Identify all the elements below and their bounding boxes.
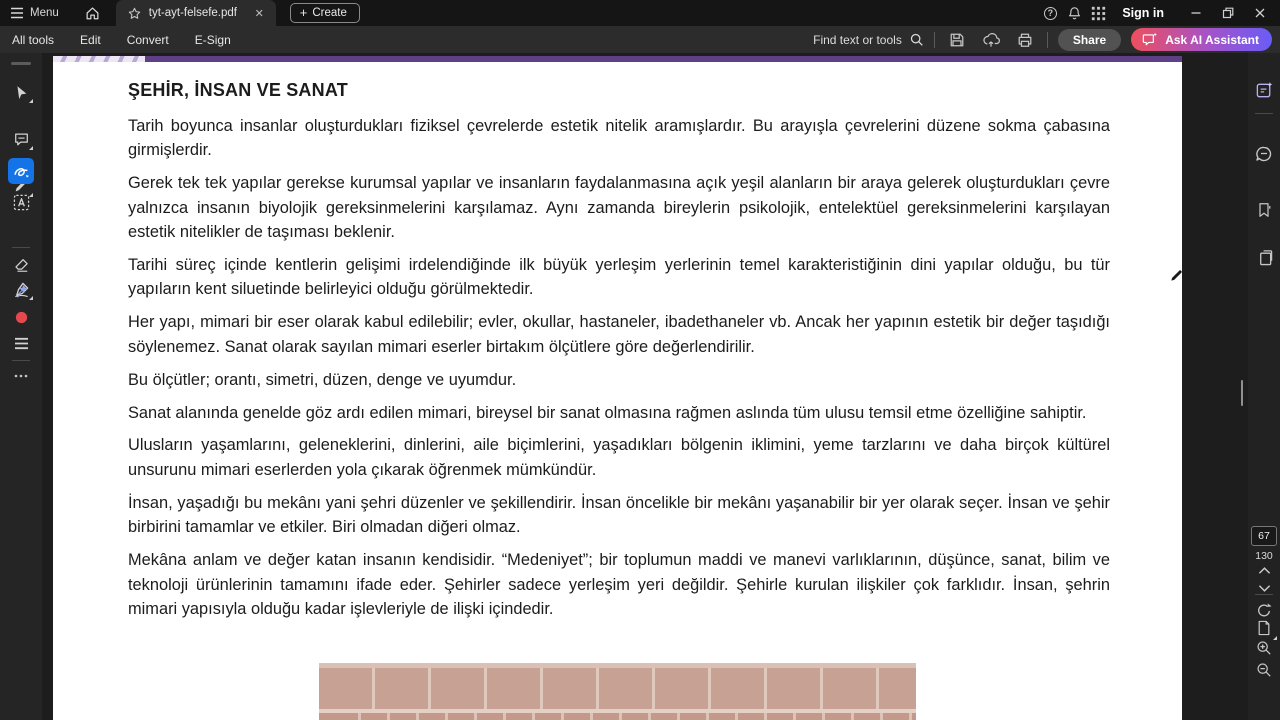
vertical-scrollbar[interactable] <box>1241 380 1243 406</box>
cloud-upload-icon <box>982 32 1000 48</box>
page-fit-icon <box>1257 620 1271 636</box>
more-tools-button[interactable] <box>11 366 31 386</box>
chevron-up-icon <box>1258 566 1271 575</box>
lines-icon <box>14 337 29 350</box>
select-tool[interactable] <box>11 82 31 102</box>
bookmark-icon <box>1256 201 1272 219</box>
paragraph: Her yapı, mimari bir eser olarak kabul edilebilir; evler, okullar, hastaneler, ibadethaneler vb. Ancak her yapının estetik bir değer taşıdığı söylenemez. Sanat olarak sayılan mimari eserler birtakım ölçütlere göre değerlendirilir. <box>128 313 1110 356</box>
current-page: 67 <box>1258 530 1270 542</box>
recognize-text-tool[interactable] <box>11 192 31 212</box>
page-top-stripe-pattern <box>53 56 145 62</box>
tab-edit[interactable]: Edit <box>80 32 101 47</box>
find-button[interactable] <box>813 32 924 47</box>
page-content <box>128 80 1110 630</box>
tab-esign[interactable]: E-Sign <box>194 32 231 47</box>
draw-tool-selected[interactable] <box>8 158 34 184</box>
document-canvas[interactable] <box>42 53 1248 720</box>
comment-tool[interactable] <box>11 129 31 149</box>
eraser-tool[interactable] <box>11 255 31 275</box>
pencil-cursor-icon <box>1169 268 1182 283</box>
tab-title: tyt-ayt-felsefe.pdf <box>148 7 237 19</box>
ai-label: Ask AI Assistant <box>1165 32 1259 47</box>
create-button[interactable] <box>290 3 360 23</box>
create-label: Create <box>312 6 347 19</box>
draw-loop-icon <box>12 163 30 179</box>
zoom-in-icon <box>1256 640 1272 656</box>
upload-cloud-button[interactable] <box>979 28 1003 52</box>
help-button[interactable] <box>1038 1 1062 25</box>
chevron-down-icon <box>1258 584 1271 593</box>
printer-icon <box>1017 32 1033 48</box>
hamburger-icon <box>10 7 24 19</box>
paragraph: Ulusların yaşamlarını, geleneklerini, dinlerini, aile biçimlerini, yaşadıkları bölgenin iklimini, yeme tarzlarını ve daha birçok kültürel unsurunu mimari eserlerden yola çıkarak öğrenmek mümkündür. <box>128 436 1110 479</box>
page-thumbnails-panel-button[interactable] <box>1253 246 1275 268</box>
close-window-button[interactable] <box>1246 1 1274 25</box>
home-button[interactable] <box>85 6 100 20</box>
find-label: Find text or tools <box>813 32 902 47</box>
panels-rail <box>1248 53 1280 720</box>
pin-tool[interactable] <box>11 281 31 301</box>
rotate-icon <box>1256 602 1272 618</box>
comments-panel-button[interactable] <box>1253 143 1275 165</box>
red-circle-tool[interactable] <box>11 307 31 327</box>
paragraph: Sanat alanında genelde göz ardı edilen mimari, bireysel bir sanat olmasına rağmen aslında tüm ulusu temsil etme özelliğine sahiptir. <box>128 403 1087 422</box>
document-tab[interactable] <box>116 0 276 26</box>
paragraph: Tarih boyunca insanlar oluşturdukları fiziksel çevrelerde estetik nitelik aramışlardır. Bu arayışla çevrelerini düzene sokma çabasına girmişlerdir. <box>128 117 1110 160</box>
restore-button[interactable] <box>1214 1 1242 25</box>
pages-icon <box>1256 248 1273 266</box>
lines-tool[interactable] <box>11 333 31 353</box>
zoom-out-button[interactable] <box>1253 659 1275 681</box>
notifications-button[interactable] <box>1062 1 1086 25</box>
total-pages: 130 <box>1255 550 1273 562</box>
restore-icon <box>1222 7 1234 19</box>
minimize-button[interactable] <box>1182 1 1210 25</box>
ellipsis-icon <box>14 373 28 379</box>
next-page-button[interactable] <box>1253 577 1275 599</box>
titlebar <box>0 0 1280 26</box>
pushpin-icon <box>14 283 29 299</box>
paragraph: Bu ölçütler; orantı, simetri, düzen, denge ve uyumdur. <box>128 370 517 389</box>
paragraph: Gerek tek tek yapılar gerekse kurumsal yapılar ve insanların faydalanmasına açık yeşil alanların bir araya gelerek oluşturdukları çevre yalnızca insanın biyolojik gereksinmelerini karşılamaz. Aynı zamanda bireylerin psikolojik, entelektüel gereksinmelerini karşılayan estetik nitelikler de taşıması beklenir. <box>128 174 1110 242</box>
close-icon <box>1254 7 1266 19</box>
bookmarks-panel-button[interactable] <box>1253 199 1275 221</box>
star-icon[interactable] <box>128 7 141 20</box>
comments-icon <box>1255 145 1273 163</box>
apps-grid-button[interactable] <box>1086 1 1110 25</box>
comment-bubble-icon <box>13 131 30 147</box>
zoom-out-icon <box>1256 662 1272 678</box>
quick-tools-rail <box>0 53 42 720</box>
paragraph: Tarihi süreç içinde kentlerin gelişimi irdelendiğinde ilk büyük yerleşim yerlerinin temel karakteristiğinin dini yapılar olduğu, bu tür yapıların kent siluetinde belirleyici olduğu görülmektedir. <box>128 256 1110 299</box>
plus-icon: + <box>299 4 308 20</box>
bell-icon <box>1067 6 1082 21</box>
minimize-icon <box>1190 7 1202 19</box>
toolbar-divider <box>934 32 935 48</box>
ask-ai-assistant-button[interactable] <box>1131 28 1272 51</box>
help-icon: ? <box>1044 7 1057 20</box>
save-button[interactable] <box>945 28 969 52</box>
rail-divider <box>1255 113 1273 114</box>
ai-panel-icon <box>1255 81 1274 100</box>
print-button[interactable] <box>1013 28 1037 52</box>
brick-wall-image <box>319 663 916 720</box>
rail-divider <box>1255 594 1273 595</box>
ocr-text-icon <box>13 194 30 211</box>
tools-toolbar <box>0 26 1280 53</box>
document-heading: ŞEHİR, İNSAN VE SANAT <box>128 80 348 100</box>
page-fit-button[interactable] <box>1253 617 1275 639</box>
grid-icon <box>1091 6 1106 21</box>
tab-all-tools[interactable]: All tools <box>12 32 55 47</box>
search-icon <box>909 32 924 47</box>
save-icon <box>949 32 965 48</box>
paragraph: İnsan, yaşadığı bu mekânı yani şehri düzenler ve şekillendirir. İnsan öncelikle bir mekânı yaşanabilir bir yer olarak seçer. İnsan ve şehir birbirini tamamlar ve etkiler. Biri olmadan diğeri olmaz. <box>128 493 1110 537</box>
page-number-input[interactable] <box>1251 526 1277 546</box>
sign-in-button[interactable]: Sign in <box>1122 6 1164 20</box>
home-icon <box>85 6 100 20</box>
eraser-icon <box>13 257 30 273</box>
ai-chat-icon <box>1142 32 1158 47</box>
paragraph: Mekâna anlam ve değer katan insanın kendisidir. “Medeniyet”; bir toplumun maddi ve manevi varlıklarının, düşünce, sanat, bilim ve teknoloji ürünlerinin tamamını ifade eder. Şehirler sadece yerleşim yeri değildir. Şehirle kurulan ilişkiler çok farklıdır. İnsan, şehrin mimari yapısıyla olduğu kadar işlevleriyle de ilişki içindedir. <box>128 551 1110 618</box>
tab-convert[interactable]: Convert <box>126 32 169 47</box>
tab-close-icon[interactable]: ✕ <box>254 7 264 20</box>
rail-divider <box>12 360 30 361</box>
page-top-stripe <box>53 56 1182 62</box>
pdf-page[interactable] <box>53 56 1182 720</box>
share-button[interactable]: Share <box>1058 29 1121 51</box>
zoom-in-button[interactable] <box>1253 637 1275 659</box>
toolbar-divider <box>1047 32 1048 48</box>
menu-button[interactable] <box>10 7 59 19</box>
red-dot-icon <box>14 310 29 325</box>
rail-divider <box>12 247 30 248</box>
ai-assistant-panel-button[interactable] <box>1253 79 1275 101</box>
cursor-arrow-icon <box>13 84 29 100</box>
menu-label: Menu <box>30 7 59 19</box>
rail-handle[interactable] <box>11 62 31 65</box>
